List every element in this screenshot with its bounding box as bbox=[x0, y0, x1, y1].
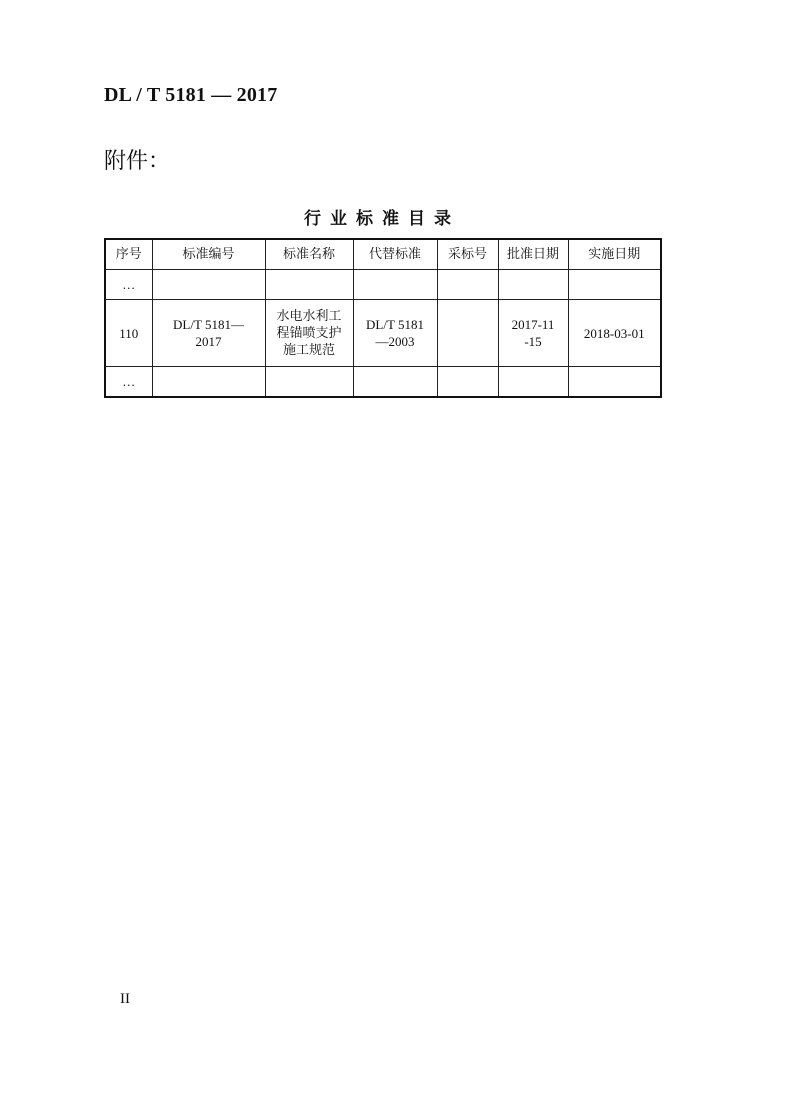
cell-code bbox=[152, 367, 265, 398]
table-row bbox=[105, 270, 661, 300]
cell-name bbox=[265, 300, 353, 367]
table-row bbox=[105, 367, 661, 398]
cell-approved-line: 2017-11 bbox=[511, 317, 555, 332]
cell-approved bbox=[498, 270, 568, 300]
cell-replaces bbox=[353, 300, 437, 367]
column-header-replaces: 代替标准 bbox=[353, 239, 437, 270]
cell-approved bbox=[498, 300, 568, 367]
cell-name-line: 施工规范 bbox=[282, 342, 335, 358]
cell-code-line: DL/T 5181— bbox=[173, 317, 244, 332]
cell-code bbox=[152, 270, 265, 300]
cell-approved bbox=[498, 367, 568, 398]
cell-replaces bbox=[353, 367, 437, 398]
cell-name bbox=[265, 367, 353, 398]
cell-code-line: 2017 bbox=[195, 334, 222, 349]
table-row bbox=[105, 300, 661, 367]
cell-adopted bbox=[437, 270, 498, 300]
table-title: 行业标准目录 bbox=[304, 209, 460, 229]
cell-index: … bbox=[105, 367, 152, 398]
column-header-effective: 实施日期 bbox=[568, 239, 661, 270]
cell-effective: 2018-03-01 bbox=[568, 300, 661, 367]
column-header-approved: 批准日期 bbox=[498, 239, 568, 270]
cell-code bbox=[152, 300, 265, 367]
cell-replaces bbox=[353, 270, 437, 300]
cell-replaces-line: —2003 bbox=[375, 334, 415, 349]
cell-name bbox=[265, 270, 353, 300]
cell-approved-line: -15 bbox=[524, 334, 542, 349]
cell-index: 110 bbox=[105, 300, 152, 367]
cell-adopted bbox=[437, 300, 498, 367]
cell-name-line: 程锚喷支护 bbox=[276, 325, 342, 341]
column-header-code: 标准编号 bbox=[152, 239, 265, 270]
standards-catalog-table bbox=[104, 238, 662, 398]
column-header-adopted: 采标号 bbox=[437, 239, 498, 270]
cell-index: … bbox=[105, 270, 152, 300]
cell-adopted bbox=[437, 367, 498, 398]
cell-effective bbox=[568, 367, 661, 398]
cell-replaces-line: DL/T 5181 bbox=[366, 317, 424, 332]
table-header-row bbox=[105, 239, 661, 270]
column-header-index: 序号 bbox=[105, 239, 152, 270]
column-header-name: 标准名称 bbox=[265, 239, 353, 270]
cell-effective bbox=[568, 270, 661, 300]
page-number: II bbox=[120, 991, 130, 1007]
document-code: DL / T 5181 — 2017 bbox=[104, 84, 278, 106]
cell-name-line: 水电水利工 bbox=[276, 308, 342, 324]
attachment-label: 附件： bbox=[104, 149, 171, 174]
